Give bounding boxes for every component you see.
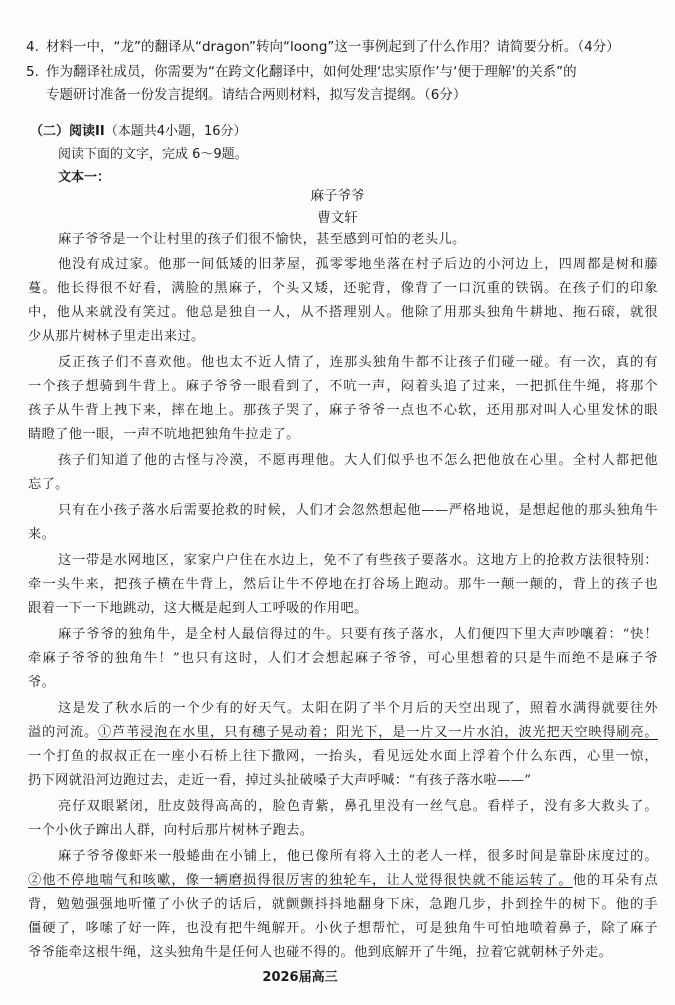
story-line: 这是发了秋水后的一个少有的好天气。太阳在阴了半个月后的天空出现了，照着水满得就要往外 [58,701,658,716]
story-line: 爷爷能牵这根牛绳，这头独角牛是任何人也碰不得的。他到底解开了牛绳，拉着它就朝林子外走。 [28,945,613,960]
story-line: 忘了。 [28,477,69,492]
story-line: 背，勉勉强强地听懂了小伙子的话后，就颤颤抖抖地翻身下床，急跑几步，扑到拴牛的树下。他的手 [28,897,658,912]
question-5-continuation: 专题研讨准备一份发言提纲。请结合两则材料，拟写发言提纲。（6分） [46,87,467,103]
story-line: 反正孩子们不喜欢他。他也太不近人情了，连那头独角牛都不让孩子们碰一碰。有一次，真的有 [58,355,658,370]
section-note: （本题共4小题，16分） [104,124,247,139]
underlined-sentence-2: ②他不停地喘气和咳嗽，像一辆磨损得很厉害的独轮车，让人觉得很快就不能运转了。 [28,873,573,888]
story-line: 麻子爷爷的独角牛，是全村人最信得过的牛。只要有孩子落水，人们便四下里大声吵嚷着：“快！ [58,627,658,642]
story-line: 一个小伙子蹿出人群，向村后那片树林子跑去。 [28,823,314,838]
story-line: 睛瞪了他一眼，一声不吭地把独角牛拉走了。 [28,427,300,442]
story-line: 僵硬了，哆嗦了好一阵，也没有把牛绳解开。小伙子想帮忙，可是独角牛可怕地喷着鼻子，除了麻子 [28,921,658,936]
story-line: 这一带是水网地区，家家户户住在水边上，免不了有些孩子要落水。这地方上的抢救方法很特别： [58,553,658,568]
text-one-label: 文本一： [58,170,111,185]
story-line: 只有在小孩子落水后需要抢救的时候，人们才会忽然想起他——严格地说，是想起他的那头独角牛 [58,503,658,518]
story-line-with-underline-1 [28,721,658,745]
story-line: 扔下网就沿河边跑过去，走近一看，掉过头扯破嗓子大声呼喊：“有孩子落水啦——” [28,773,532,788]
story-line: 来。 [28,527,56,542]
question-number: 5. [26,64,39,80]
story-line: 牵麻子爷爷的独角牛！”也只有这时，人们才会想起麻子爷爷，可心里想着的只是牛而绝不是麻子爷 [28,651,658,666]
section-heading [30,120,247,139]
story-line: 一个打鱼的叔叔正在一座小石桥上往下撒网，一抬头，看见远处水面上浮着个什么东西，心里一惊， [28,749,658,764]
story-line: 蔓。他长得很不好看，满脸的黑麻子，个头又矮，还驼背，像背了一口沉重的铁锅。在孩子们的印象 [28,281,658,296]
story-line: 麻子爷爷是一个让村里的孩子们很不愉快，甚至感到可怕的老头儿。 [58,232,466,247]
story-author: 曹文轩 [317,210,358,226]
story-line: 一个孩子想骑到牛背上。麻子爷爷一眼看到了，不吭一声，闷着头追了过来，一把抓住牛绳，将那个 [28,379,658,394]
underlined-sentence-1: ①芦苇浸泡在水里，只有穗子晃动着；阳光下，是一片又一片水泊，波光把天空映得刷亮。 [98,725,658,740]
story-line: 麻子爷爷像虾米一般蜷曲在小铺上，他已像所有将入土的老人一样，很多时间是靠卧床度过的。 [58,849,658,864]
story-line: 少从那片树林子里走出来过。 [28,329,205,344]
question-text: 材料一中，“龙”的翻译从“dragon”转向“loong”这一事例起到了什么作用？请简要分析。（4分） [46,39,620,55]
story-line-text: 溢的河流。 [28,725,99,740]
question-text: 作为翻译社成员，你需要为“在跨文化翻译中，如何处理‘忠实原作’与‘便于理解’的关系”的 [46,64,577,80]
story-line: 亮仔双眼紧闭，肚皮鼓得高高的，脸色青紫，鼻孔里没有一丝气息。看样子，没有多大救头了。 [58,799,658,814]
story-line: 牵一头牛来，把孩子横在牛背上，然后让牛不停地在打谷场上跑动。那牛一颠一颠的，背上的孩子也 [28,577,658,592]
story-line-text: 他的耳朵有点 [572,873,658,888]
section-title: （二）阅读II [30,124,105,139]
question-4 [26,36,666,59]
question-5 [26,61,666,84]
story-line: 跟着一下一下地跳动，这大概是起到人工呼吸的作用吧。 [28,601,368,616]
story-title: 麻子爷爷 [310,188,365,204]
question-number: 4. [26,39,39,55]
story-line: 爷。 [28,675,56,690]
section-instruction: 阅读下面的文字，完成 6～9题。 [58,147,248,162]
page-footer: 2026届高三 [262,970,338,985]
story-line: 中，他从来就没有笑过。他总是独自一人，从不搭理别人。他除了用那头独角牛耕地、拖石磙，就很 [28,305,658,320]
story-line: 孩子从牛背上拽下来，摔在地上。那孩子哭了，麻子爷爷一点也不心软，还用那对叫人心里发怵的眼 [28,403,658,418]
story-line: 他没有成过家。他那一间低矮的旧茅屋，孤零零地坐落在村子后边的小河边上，四周都是树和藤 [58,257,658,272]
story-line-with-underline-2 [28,869,658,893]
story-line: 孩子们知道了他的古怪与冷漠，不愿再理他。大人们似乎也不怎么把他放在心里。全村人都把他 [58,453,658,468]
